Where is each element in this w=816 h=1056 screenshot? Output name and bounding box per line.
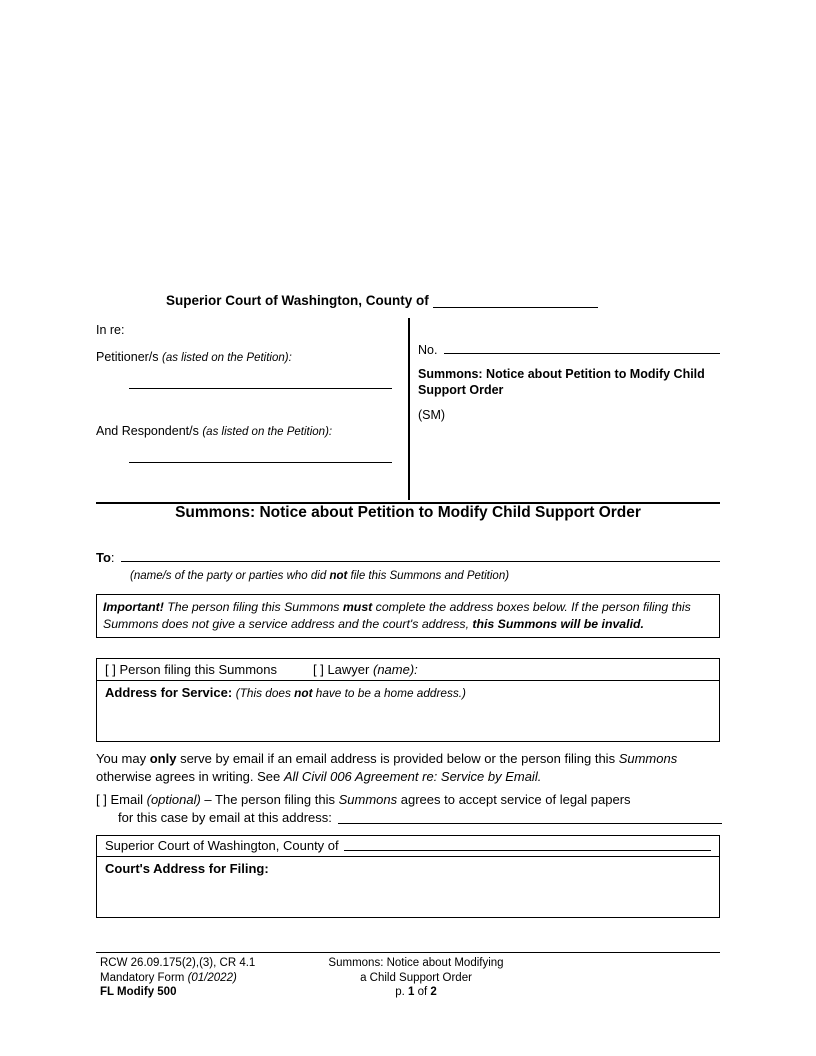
- court-filing-address-label: Court's Address for Filing:: [105, 861, 269, 876]
- court-heading: [96, 292, 720, 310]
- to-hint-pre: (name/s of the party or parties who did: [130, 570, 330, 582]
- footer-page-prefix: p.: [395, 986, 408, 998]
- service-note-pre: (This does: [235, 686, 295, 700]
- petitioner-note: (as listed on the Petition):: [162, 352, 292, 364]
- important-text-2: complete the address boxes below. If the person filing this Summons does not give a service address and the court's address,: [103, 600, 691, 631]
- email-option-block: [96, 791, 722, 827]
- email-para-reference: All Civil 006 Agreement re: Service by Email.: [283, 769, 542, 784]
- service-address-label: Address for Service:: [105, 685, 233, 700]
- email-address-blank-line[interactable]: [338, 823, 722, 824]
- caption-document-title: Summons: Notice about Petition to Modify Child Support Order: [418, 367, 705, 397]
- footer-fl-prefix: FL: [100, 986, 118, 998]
- footer-rcw-citation: RCW 26.09.175(2),(3), CR 4.1: [100, 957, 256, 969]
- case-number-row: [418, 343, 720, 357]
- important-must: must: [342, 600, 373, 614]
- case-number-label: No.: [418, 343, 438, 357]
- in-re-label: In re:: [96, 323, 125, 337]
- petitioner-blank-line[interactable]: [129, 388, 392, 389]
- filer-type-row: [97, 659, 719, 681]
- to-hint-post: file this Summons and Petition): [347, 570, 510, 582]
- court-address-box: [96, 835, 720, 918]
- footer-form-number: [100, 985, 255, 1000]
- lawyer-name-note: (name):: [373, 662, 418, 677]
- respondent-row: [96, 423, 402, 440]
- footer-center-block: [286, 956, 546, 1000]
- caption-document-code: (SM): [418, 408, 446, 422]
- to-blank-line[interactable]: [121, 561, 720, 562]
- county-blank-line[interactable]: [433, 307, 598, 308]
- petitioner-row: [96, 349, 402, 366]
- caption-vertical-divider: [408, 318, 410, 500]
- email-para-summons: Summons: [618, 751, 678, 766]
- service-note-post: have to be a home address.): [312, 686, 466, 700]
- footer-page-number: [286, 985, 546, 1000]
- respondent-note: (as listed on the Petition):: [202, 426, 333, 438]
- service-address-note: [236, 686, 466, 700]
- email-para-mid2: otherwise agrees in writing. See: [96, 769, 284, 784]
- caption-body: [96, 318, 720, 504]
- important-notice-box: [96, 594, 720, 638]
- court-heading-text: Superior Court of Washington, County of: [166, 293, 429, 308]
- to-hint-bold: not: [329, 570, 348, 582]
- email-service-paragraph: [96, 750, 722, 786]
- email-address-prompt: for this case by email at this address:: [118, 810, 332, 825]
- email-para-pre: You may: [96, 751, 150, 766]
- to-field-hint: [130, 570, 509, 582]
- person-filing-label: Person filing this Summons: [119, 662, 277, 677]
- service-address-entry[interactable]: [97, 681, 719, 741]
- footer-divider: [96, 952, 720, 953]
- footer-form-date: (01/2022): [187, 971, 237, 984]
- court-county-row: [97, 836, 719, 857]
- email-para-mid: serve by email if an email address is provided below or the person filing this: [176, 751, 619, 766]
- email-option-line1: [96, 791, 722, 809]
- footer-form-type: [100, 971, 255, 986]
- footer-total-pages: 2: [430, 986, 437, 998]
- page-title: Summons: Notice about Petition to Modify Child Support Order: [175, 504, 641, 521]
- important-text-1: The person filing this Summons: [163, 600, 343, 614]
- email-option-tail: agrees to accept service of legal papers: [397, 792, 631, 807]
- to-colon: :: [110, 550, 115, 565]
- email-para-only: only: [149, 751, 177, 766]
- address-for-service-box: [96, 658, 720, 742]
- respondent-blank-line[interactable]: [129, 462, 392, 463]
- caption-right-column: [418, 318, 720, 500]
- important-lead: Important!: [103, 600, 164, 614]
- important-tail: this Summons will be invalid.: [472, 616, 644, 631]
- to-label: To: [96, 550, 111, 565]
- court-filing-address-entry[interactable]: [97, 857, 719, 917]
- caption-left-column: [96, 318, 402, 500]
- respondent-label: And Respondent/s: [96, 424, 199, 438]
- footer-doc-title-line2: a Child Support Order: [360, 971, 472, 984]
- footer-page-of: of: [414, 986, 431, 998]
- service-note-bold: not: [294, 686, 313, 700]
- case-caption: [96, 292, 720, 504]
- court-county-label: Superior Court of Washington, County of: [105, 838, 339, 853]
- court-county-blank-line[interactable]: [344, 850, 711, 851]
- email-option-label: Email: [110, 792, 143, 807]
- person-filing-checkbox[interactable]: [ ]: [105, 662, 116, 677]
- email-option-checkbox[interactable]: [ ]: [96, 792, 107, 807]
- email-option-dash-text: – The person filing this: [200, 792, 339, 807]
- email-option-summons: Summons: [338, 792, 398, 807]
- footer-mandatory-form: Mandatory Form: [100, 971, 188, 984]
- lawyer-checkbox[interactable]: [ ]: [312, 662, 324, 677]
- footer-form-code: Modify 500: [117, 986, 177, 998]
- footer-left-block: [100, 956, 255, 1000]
- footer-current-page: 1: [408, 986, 415, 998]
- email-option-line2: [96, 809, 722, 827]
- lawyer-label: Lawyer: [327, 662, 370, 677]
- footer-doc-title-line1: Summons: Notice about Modifying: [328, 957, 504, 969]
- case-number-blank-line[interactable]: [444, 353, 720, 354]
- email-option-optional: (optional): [146, 792, 201, 807]
- petitioner-label: Petitioner/s: [96, 350, 159, 364]
- to-field-row: [96, 550, 720, 565]
